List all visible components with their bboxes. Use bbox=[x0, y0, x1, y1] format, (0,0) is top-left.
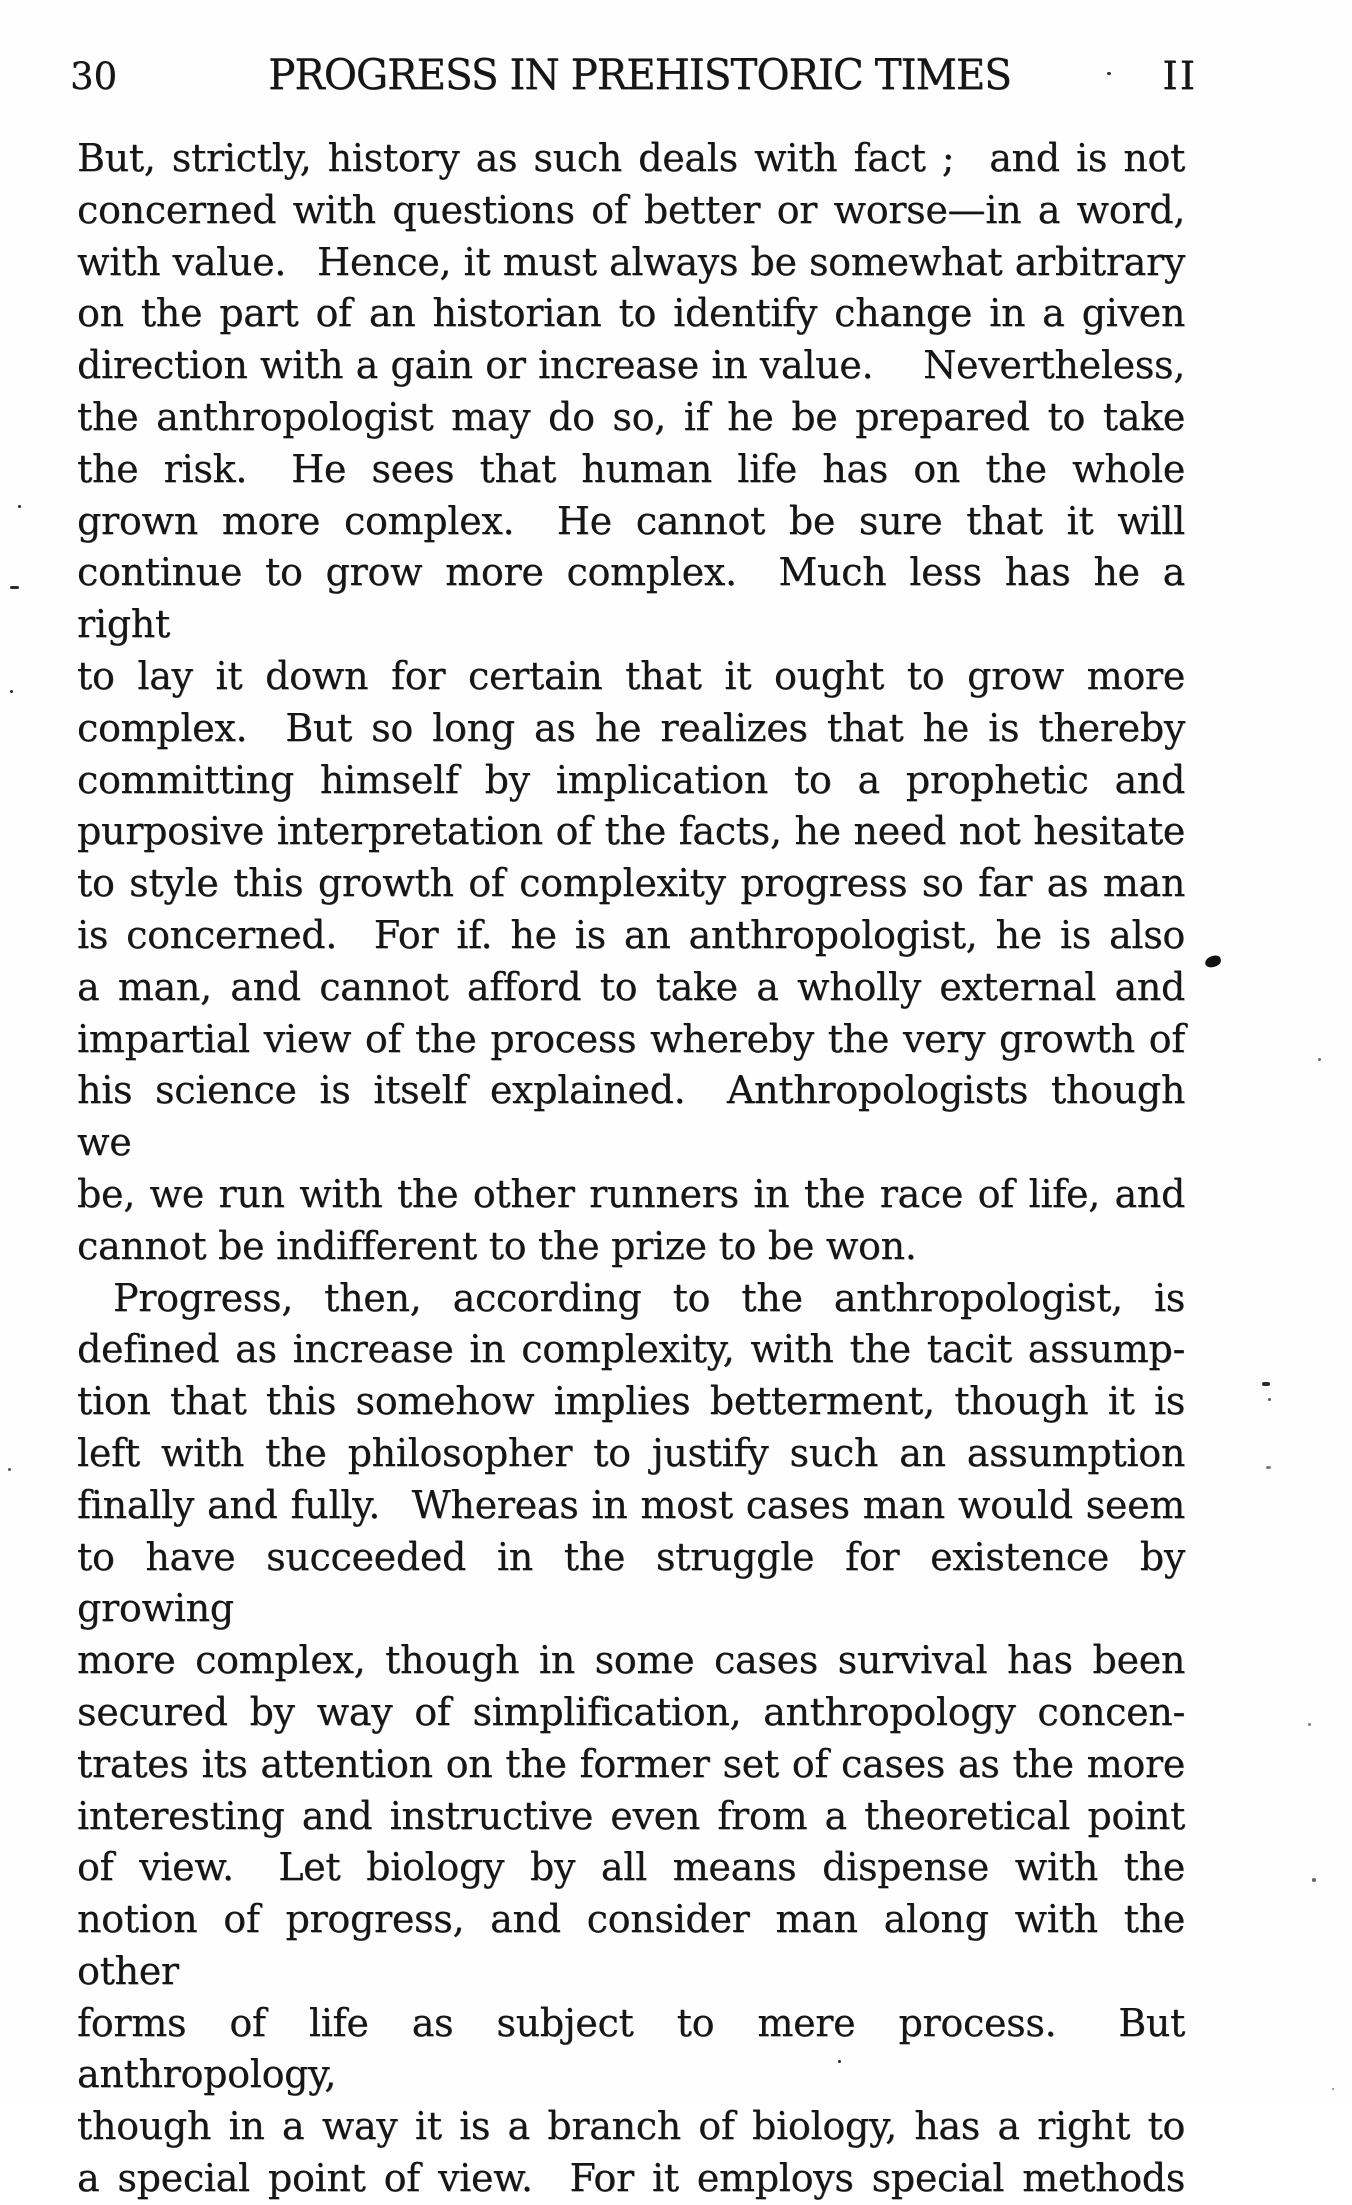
text-line: to have succeeded in the struggle for existence by growing bbox=[77, 1534, 1185, 1631]
ink-speck bbox=[10, 690, 13, 693]
text-line: a special point of view. For it employs special methods bbox=[77, 2156, 1185, 2201]
text-line: complex. But so long as he realizes that he is thereby bbox=[77, 705, 1185, 750]
text-line: concerned with questions of better or worse—in a word, bbox=[77, 187, 1185, 232]
text-line: is concerned. For if. he is an anthropologist, he is also bbox=[77, 912, 1185, 957]
body-text bbox=[77, 133, 1185, 2205]
text-line: of view. Let biology by all means dispense with the bbox=[77, 1845, 1185, 1890]
text-line: continue to grow more complex. Much less has he a right bbox=[77, 550, 1185, 647]
text-line: tion that this somehow implies betterment, though it is bbox=[77, 1379, 1185, 1424]
text-line: the anthropologist may do so, if he be prepared to take bbox=[77, 394, 1185, 439]
ink-speck bbox=[1107, 72, 1111, 75]
text-line: forms of life as subject to mere process. But anthropology, bbox=[77, 2000, 1185, 2097]
text-line: secured by way of simplification, anthropology concen- bbox=[77, 1689, 1185, 1734]
ink-speck bbox=[10, 586, 19, 589]
text-line: interesting and instructive even from a theoretical point bbox=[77, 1793, 1185, 1838]
text-line: trates its attention on the former set of cases as the more bbox=[77, 1741, 1185, 1786]
ink-speck bbox=[1308, 1723, 1311, 1726]
text-line: more complex, though in some cases survival has been bbox=[77, 1638, 1185, 1683]
ink-blob bbox=[1204, 954, 1222, 969]
text-line: a man, and cannot afford to take a wholly external and bbox=[77, 964, 1185, 1009]
text-line: direction with a gain or increase in value. Nevertheless, bbox=[77, 343, 1185, 388]
ink-speck bbox=[18, 505, 21, 508]
ink-speck bbox=[1262, 1382, 1270, 1386]
text-line: with value. Hence, it must always be somewhat arbitrary bbox=[77, 239, 1185, 284]
text-line: grown more complex. He cannot be sure that it will bbox=[77, 498, 1185, 543]
text-line: defined as increase in complexity, with the tacit assump- bbox=[77, 1327, 1185, 1372]
ink-speck bbox=[838, 2060, 841, 2063]
text-line: purposive interpretation of the facts, he need not hesitate bbox=[77, 809, 1185, 854]
running-header bbox=[70, 50, 1197, 99]
ink-speck bbox=[8, 1468, 11, 1471]
page-number: 30 bbox=[70, 55, 118, 98]
text-line: Progress, then, according to the anthropologist, is bbox=[113, 1275, 1185, 1320]
text-line: notion of progress, and consider man along with the other bbox=[77, 1897, 1185, 1993]
chapter-numeral: II bbox=[1162, 54, 1197, 99]
ink-speck bbox=[1266, 1466, 1271, 1469]
text-line: the risk. He sees that human life has on the whole bbox=[77, 446, 1185, 491]
text-line: cannot be indifferent to the prize to be won. bbox=[77, 1223, 917, 1268]
text-line: his science is itself explained. Anthropologists though we bbox=[77, 1068, 1185, 1165]
text-line: impartial view of the process whereby the very growth of bbox=[77, 1016, 1185, 1061]
ink-speck bbox=[1312, 1878, 1316, 1882]
text-line: on the part of an historian to identify change in a given bbox=[77, 291, 1185, 336]
running-title: PROGRESS IN PREHISTORIC TIMES bbox=[268, 50, 1012, 99]
text-line: But, strictly, history as such deals with fact ; and is not bbox=[77, 136, 1185, 180]
text-line: left with the philosopher to justify such an assumption bbox=[77, 1430, 1185, 1475]
ink-speck bbox=[1268, 1398, 1271, 1401]
text-line: be, we run with the other runners in the race of life, and bbox=[77, 1171, 1185, 1216]
ink-speck bbox=[1318, 1058, 1321, 1061]
text-line: though in a way it is a branch of biology, has a right to bbox=[77, 2104, 1185, 2149]
ink-speck bbox=[1332, 2088, 1334, 2090]
text-line: finally and fully. Whereas in most cases man would seem bbox=[77, 1482, 1185, 1527]
text-line: committing himself by implication to a prophetic and bbox=[77, 757, 1185, 802]
text-line: to lay it down for certain that it ought to grow more bbox=[77, 653, 1185, 698]
text-line: to style this growth of complexity progress so far as man bbox=[77, 861, 1185, 906]
